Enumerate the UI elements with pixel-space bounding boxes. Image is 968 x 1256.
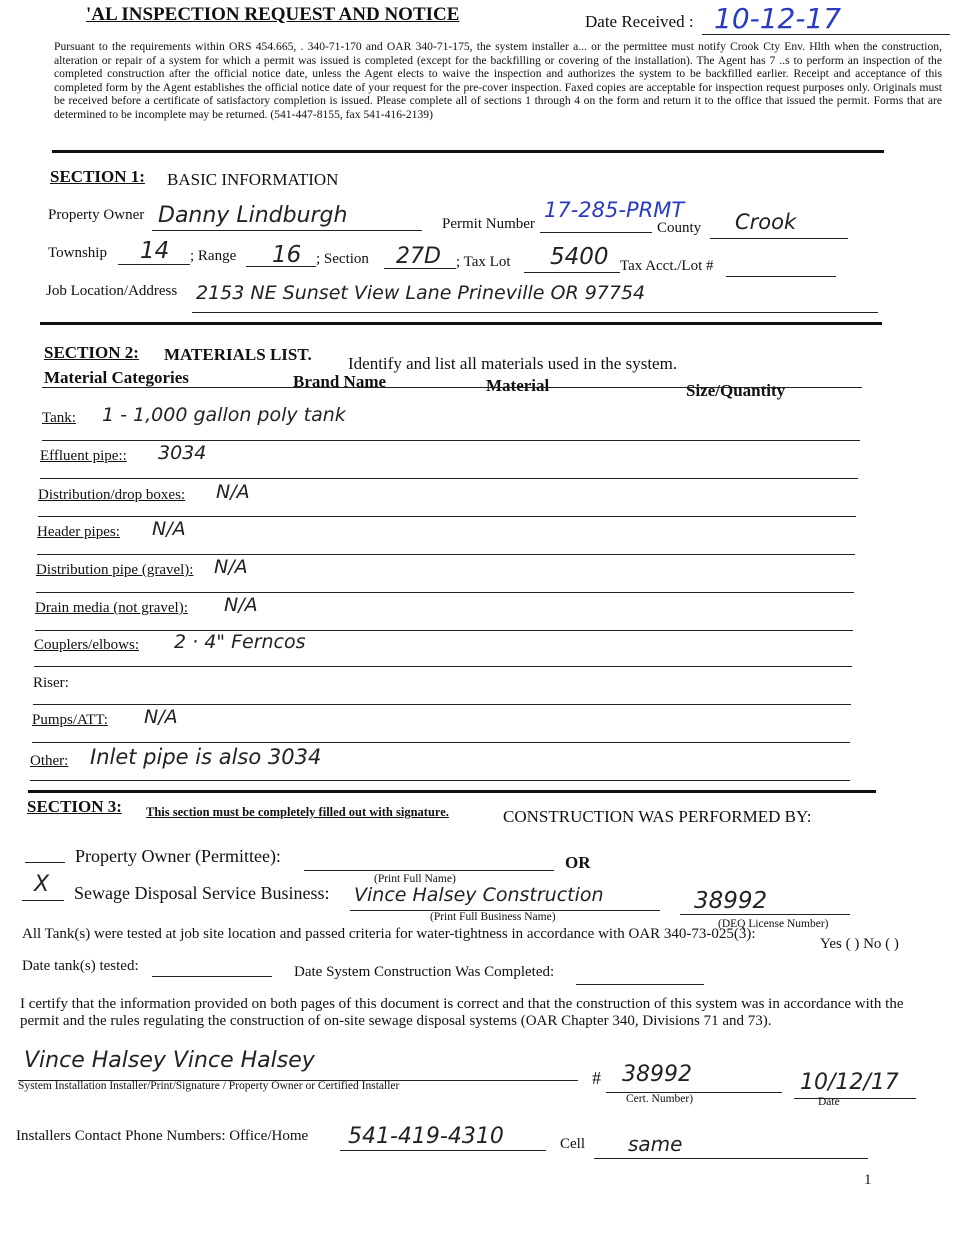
business-check-line	[22, 900, 64, 901]
certify-text: I certify that the information provided on both pages of this document is correct and that the construction of this system was in accordance with the permit and the rules regulating the construction of on-site sewage disposal systems (OAR Chapter 340, Divisions 71 and 73).	[20, 996, 904, 1029]
divider-section2	[40, 322, 882, 325]
section1-heading: SECTION 1:	[50, 167, 145, 186]
row-drain-media-value: N/A	[224, 594, 258, 616]
row-couplers-label: Couplers/elbows:	[34, 637, 139, 653]
tax-acct-label: Tax Acct./Lot #	[620, 258, 714, 274]
section1-subheading: BASIC INFORMATION	[167, 170, 339, 189]
row-distribution-pipe-label: Distribution pipe (gravel):	[36, 562, 194, 578]
section3-note: This section must be completely filled out with signature.	[146, 805, 449, 819]
row-couplers-value: 2 · 4" Ferncos	[174, 631, 306, 653]
col-size-quantity: Size/Quantity	[686, 381, 786, 400]
section-label: ; Section	[316, 251, 369, 267]
row-other-label: Other:	[30, 753, 69, 769]
row-distribution-pipe-line	[36, 592, 854, 593]
row-drain-media-label: Drain media (not gravel):	[35, 600, 188, 616]
township-line	[118, 264, 190, 265]
job-location-line	[192, 312, 878, 313]
job-location-value: 2153 NE Sunset View Lane Prineville OR 97754	[196, 282, 646, 304]
permit-number-line	[540, 232, 652, 233]
row-drain-media-line	[35, 630, 853, 631]
cert-value: 38992	[622, 1062, 692, 1087]
tax-lot-value: 5400	[550, 244, 609, 270]
col-material: Material	[486, 376, 550, 395]
cell-label: Cell	[560, 1136, 585, 1152]
business-check-mark: X	[34, 872, 50, 897]
date-tested-label: Date tank(s) tested:	[22, 958, 139, 974]
section-line	[384, 268, 456, 269]
owner-label: Property Owner (Permittee):	[75, 846, 281, 866]
property-owner-label: Property Owner	[48, 207, 145, 223]
row-distribution-boxes-line	[38, 516, 856, 517]
tank-test-text: All Tank(s) were tested at job site location and passed criteria for water-tightness in accordance with OAR 340-73-025(3):	[22, 926, 756, 942]
row-distribution-boxes-value: N/A	[216, 481, 250, 503]
date-tested-line	[152, 976, 272, 977]
tax-lot-line	[524, 272, 620, 273]
columns-underline	[42, 387, 862, 388]
business-label: Sewage Disposal Service Business:	[74, 883, 330, 903]
signature-value: Vince Halsey Vince Halsey	[24, 1048, 315, 1073]
row-header-pipes-value: N/A	[152, 518, 186, 540]
date-value: 10/12/17	[800, 1070, 899, 1095]
row-other-value: Inlet pipe is also 3034	[90, 745, 322, 769]
date-received-line	[702, 34, 950, 35]
date-caption: Date	[818, 1096, 840, 1108]
row-effluent-label: Effluent pipe::	[40, 448, 127, 464]
row-pumps-label: Pumps/ATT:	[32, 712, 108, 728]
permit-number-value: 17-285-PRMT	[544, 198, 685, 222]
property-owner-line	[152, 230, 422, 231]
section2-instruction: Identify and list all materials used in the system.	[348, 354, 678, 373]
print-full-name-caption: (Print Full Name)	[374, 873, 456, 885]
date-completed-line	[576, 984, 704, 985]
intro-paragraph: Pursuant to the requirements within ORS 454.665, . 340-71-170 and OAR 340-71-175, the system installer a... or the permittee must notify Crook Cty Env. Hlth when the construction, alteration or repair of a system for which a permit was issued is completed (except for the backfilling or covering of the installation). The Agent has 7 ..s to perform an inspection of the completed construction after the official notice date, unless the Agent elects to waive the inspection and authorizes the system to be backfilled earlier. Receipt and acceptance of this completed form by the Agent establishes the official notice date of your request for the pre-cover inspection. Faxed copies are acceptable for inspection request purposes only. Originals must be received before a certificate of satisfactory completion is issued. Please complete all of sections 1 through 4 on the form and return it to the office that issued the permit. Forms that are determined to be incomplete may be returned. (541-447-8155, fax 541-416-2139)	[54, 40, 942, 121]
row-distribution-boxes-label: Distribution/drop boxes:	[38, 487, 186, 503]
row-header-pipes-label: Header pipes:	[37, 524, 120, 540]
row-pumps-value: N/A	[144, 706, 178, 728]
township-label: Township	[48, 245, 107, 261]
row-tank-value: 1 - 1,000 gallon poly tank	[102, 404, 346, 426]
section3-heading: SECTION 3:	[27, 797, 122, 816]
row-tank-line	[42, 440, 860, 441]
permit-number-label: Permit Number	[442, 216, 535, 232]
col-material-categories: Material Categories	[44, 368, 189, 387]
property-owner-value: Danny Lindburgh	[158, 203, 348, 228]
row-header-pipes-line	[37, 554, 855, 555]
date-line	[794, 1098, 916, 1099]
row-couplers-line	[34, 666, 852, 667]
section-value: 27D	[396, 244, 441, 269]
license-value: 38992	[694, 888, 768, 914]
tax-lot-label: ; Tax Lot	[456, 254, 511, 270]
or-label: OR	[565, 853, 591, 872]
section2-subheading: MATERIALS LIST.	[164, 345, 312, 364]
row-other-line	[30, 780, 850, 781]
yes-no-options: Yes ( ) No ( )	[820, 936, 899, 952]
owner-name-line	[304, 870, 554, 871]
owner-check-line	[25, 862, 65, 863]
date-received-label: Date Received :	[585, 12, 694, 31]
range-value: 16	[272, 242, 302, 268]
county-line	[710, 238, 848, 239]
signature-caption: System Installation Installer/Print/Signature / Property Owner or Certified Installer	[18, 1080, 400, 1092]
form-title: 'AL INSPECTION REQUEST AND NOTICE	[86, 4, 460, 25]
page-number: 1	[864, 1172, 872, 1188]
range-label: ; Range	[190, 248, 237, 264]
job-location-label: Job Location/Address	[46, 283, 178, 299]
township-value: 14	[140, 238, 170, 264]
row-effluent-value: 3034	[158, 442, 207, 464]
county-label: County	[657, 220, 702, 236]
date-received-value: 10-12-17	[714, 2, 842, 35]
phone-label: Installers Contact Phone Numbers: Office/Home	[16, 1128, 309, 1144]
business-value: Vince Halsey Construction	[354, 884, 604, 906]
phone-value: 541-419-4310	[348, 1124, 504, 1149]
row-tank-label: Tank:	[42, 410, 76, 426]
phone-line	[340, 1150, 546, 1151]
range-line	[246, 266, 316, 267]
row-effluent-line	[40, 478, 858, 479]
divider-section3	[28, 790, 876, 793]
row-riser-line	[33, 704, 851, 705]
row-distribution-pipe-value: N/A	[214, 556, 248, 578]
deq-license-caption: (DEQ License Number)	[718, 918, 829, 930]
print-business-name-caption: (Print Full Business Name)	[430, 911, 556, 923]
tax-acct-line	[726, 276, 836, 277]
cell-value: same	[628, 1132, 683, 1156]
license-line	[680, 914, 850, 915]
row-pumps-line	[32, 742, 850, 743]
county-value: Crook	[735, 210, 797, 234]
cert-caption: Cert. Number)	[626, 1093, 694, 1105]
section2-heading: SECTION 2:	[44, 343, 139, 362]
col-brand-name: Brand Name	[293, 372, 387, 391]
row-riser-label: Riser:	[33, 675, 69, 691]
cert-hash: #	[592, 1068, 601, 1088]
cell-line	[594, 1158, 868, 1159]
divider-top	[52, 150, 884, 153]
date-completed-label: Date System Construction Was Completed:	[294, 964, 555, 980]
section3-performed-by: CONSTRUCTION WAS PERFORMED BY:	[503, 807, 812, 826]
